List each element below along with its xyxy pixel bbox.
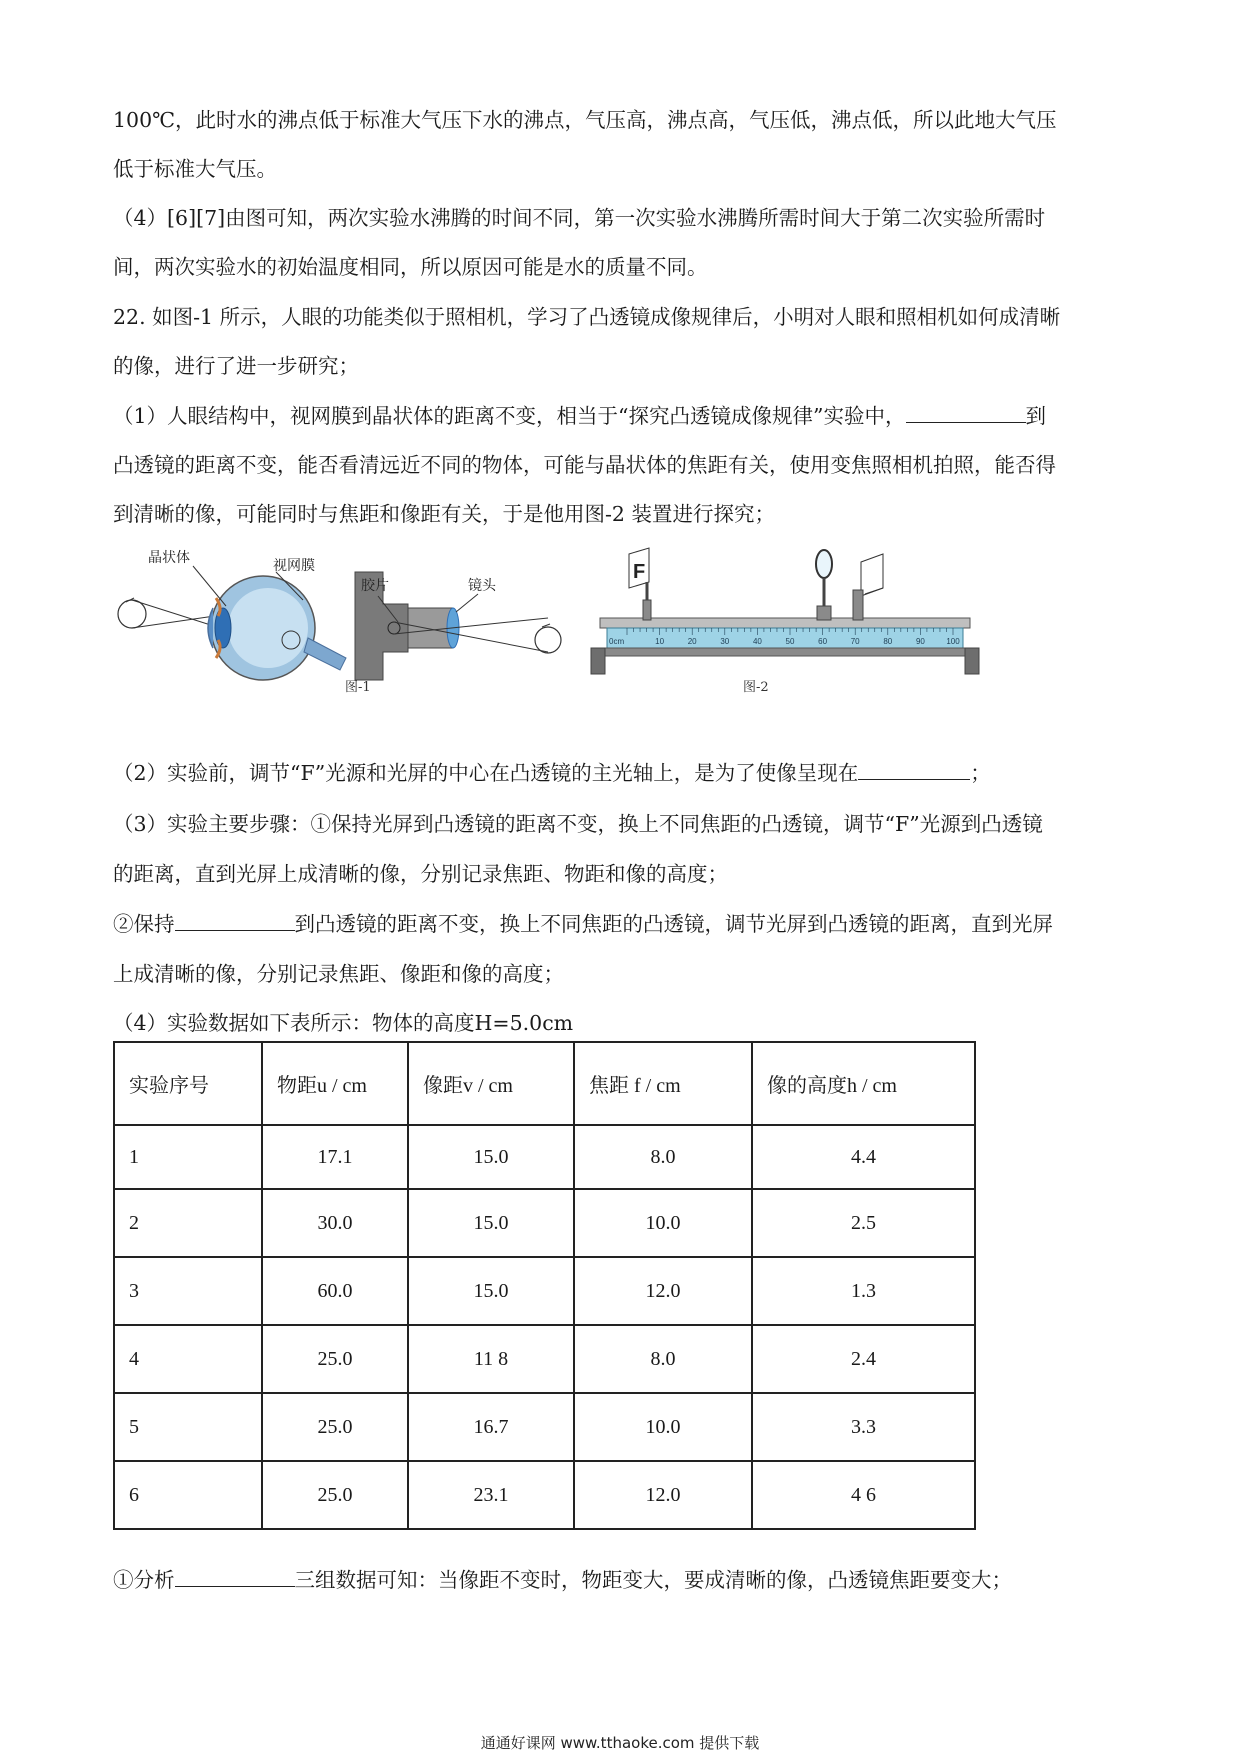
ruler-tick-label: 40	[752, 637, 762, 646]
source-holder	[643, 600, 651, 620]
ruler-unit-label: 0cm	[609, 637, 625, 646]
eye-camera-figure	[108, 548, 578, 688]
ruler-tick-label: 100	[946, 637, 960, 646]
table-row	[114, 1189, 975, 1257]
answer-blank-4[interactable]	[175, 1566, 295, 1587]
table-cell: 60.0	[262, 1257, 408, 1325]
text-line: 100℃，此时水的沸点低于标准大气压下水的沸点，气压高，沸点高，气压低，沸点低，所以此地大气压	[113, 108, 1057, 132]
text-segment: 到凸透镜的距离不变，换上不同焦距的凸透镜，调节光屏到凸透镜的距离，直到光屏	[294, 912, 1053, 936]
table-cell: 10.0	[574, 1393, 752, 1461]
optic-nerve	[304, 638, 346, 670]
table-cell: 8.0	[574, 1325, 752, 1393]
text-line-with-blank	[113, 1566, 1012, 1594]
table-cell: 12.0	[574, 1257, 752, 1325]
answer-blank-3[interactable]	[175, 910, 295, 931]
convex-lens	[816, 550, 832, 578]
lens-holder	[817, 606, 831, 620]
text-line: （4）实验数据如下表所示：物体的高度H=5.0cm	[113, 1011, 574, 1035]
text-segment: （1）人眼结构中，视网膜到晶状体的距离不变，相当于“探究凸透镜成像规律”实验中，	[113, 404, 906, 428]
ruler-tick-label: 60	[818, 637, 828, 646]
text-line-with-blank	[113, 402, 1046, 430]
header-cell: 焦距 f / cm	[574, 1042, 752, 1125]
bench-base	[600, 648, 970, 656]
figure-1-caption: 图-1	[345, 680, 371, 695]
table-row	[114, 1125, 975, 1189]
text-segment: ①分析	[113, 1568, 175, 1592]
header-cell: 像的高度h / cm	[752, 1042, 975, 1125]
table-row	[114, 1461, 975, 1529]
table-cell: 4 6	[752, 1461, 975, 1529]
table-cell: 16.7	[408, 1393, 574, 1461]
table-cell: 11 8	[408, 1325, 574, 1393]
text-segment: 到	[1025, 404, 1047, 428]
table-cell: 17.1	[262, 1125, 408, 1189]
object-ball-right	[535, 627, 561, 653]
table-cell: 1	[114, 1125, 262, 1189]
label-lens-body: 晶状体	[148, 551, 190, 566]
table-cell: 2	[114, 1189, 262, 1257]
cornea	[208, 608, 213, 648]
table-body	[114, 1042, 975, 1529]
answer-blank-2[interactable]	[858, 759, 970, 780]
table-cell: 10.0	[574, 1189, 752, 1257]
f-letter: F	[633, 561, 646, 583]
table-cell: 25.0	[262, 1393, 408, 1461]
text-line-with-blank	[113, 759, 991, 787]
object-ball-left	[118, 600, 146, 628]
table-cell: 25.0	[262, 1325, 408, 1393]
header-cell: 像距v / cm	[408, 1042, 574, 1125]
table-cell: 5	[114, 1393, 262, 1461]
label-retina: 视网膜	[273, 559, 315, 574]
table-row	[114, 1325, 975, 1393]
ruler-tick-label: 50	[785, 637, 795, 646]
text-segment: ②保持	[113, 912, 175, 936]
table-row	[114, 1257, 975, 1325]
text-line: 上成清晰的像，分别记录焦距、像距和像的高度；	[113, 962, 564, 986]
bench-top-rail	[600, 618, 970, 628]
leader-line	[456, 594, 478, 612]
table-cell: 15.0	[408, 1125, 574, 1189]
ruler-tick-label: 10	[655, 637, 665, 646]
text-segment: 三组数据可知：当像距不变时，物距变大，要成清晰的像，凸透镜焦距要变大；	[294, 1568, 1012, 1592]
text-line: 到清晰的像，可能同时与焦距和像距有关，于是他用图-2 装置进行探究；	[113, 502, 775, 526]
ruler-tick-label: 90	[915, 637, 925, 646]
table-cell: 3.3	[752, 1393, 975, 1461]
text-segment: ；	[970, 761, 991, 785]
text-line-with-blank	[113, 910, 1053, 938]
table-cell: 6	[114, 1461, 262, 1529]
table-cell: 2.5	[752, 1189, 975, 1257]
label-film: 胶片	[361, 579, 389, 594]
text-segment: （2）实验前，调节“F”光源和光屏的中心在凸透镜的主光轴上，是为了使像呈现在	[113, 761, 859, 785]
table-row	[114, 1393, 975, 1461]
table-cell: 8.0	[574, 1125, 752, 1189]
table-cell: 25.0	[262, 1461, 408, 1529]
text-line: （4）[6][7]由图可知，两次实验水沸腾的时间不同，第一次实验水沸腾所需时间大于第二次实验所需时	[113, 206, 1046, 230]
answer-blank-1[interactable]	[906, 402, 1026, 423]
text-line: 的像，进行了进一步研究；	[113, 354, 359, 378]
table-cell: 4	[114, 1325, 262, 1393]
table-cell: 1.3	[752, 1257, 975, 1325]
text-line: 凸透镜的距离不变，能否看清远近不同的物体，可能与晶状体的焦距有关，使用变焦照相机拍照，能否得	[113, 453, 1056, 477]
bench-leg-left	[591, 648, 605, 674]
table-cell: 30.0	[262, 1189, 408, 1257]
text-line: 低于标准大气压。	[113, 157, 277, 181]
ruler-tick-label: 20	[687, 637, 697, 646]
optical-bench-figure	[585, 540, 985, 680]
table-cell: 23.1	[408, 1461, 574, 1529]
text-line: 间，两次实验水的初始温度相同，所以原因可能是水的质量不同。	[113, 255, 708, 279]
table-cell: 15.0	[408, 1189, 574, 1257]
bench-leg-right	[965, 648, 979, 674]
table-header-row	[114, 1042, 975, 1125]
experiment-data-table	[113, 1041, 976, 1530]
ruler-tick-label: 30	[720, 637, 730, 646]
text-line: 的距离，直到光屏上成清晰的像，分别记录焦距、物距和像的高度；	[113, 862, 728, 886]
header-cell: 实验序号	[114, 1042, 262, 1125]
table-cell: 3	[114, 1257, 262, 1325]
ruler-tick-label: 80	[883, 637, 893, 646]
question-22-title: 22. 如图-1 所示，人眼的功能类似于照相机，学习了凸透镜成像规律后，小明对人眼和照相机如何成清晰	[113, 305, 1061, 329]
figure-2-caption: 图-2	[743, 680, 769, 695]
table-cell: 2.4	[752, 1325, 975, 1393]
table-cell: 15.0	[408, 1257, 574, 1325]
ruler-tick-label: 70	[850, 637, 860, 646]
leader-line	[193, 566, 226, 606]
vitreous	[228, 588, 308, 668]
text-line: （3）实验主要步骤：①保持光屏到凸透镜的距离不变，换上不同焦距的凸透镜，调节“F”光源到凸透镜	[113, 812, 1043, 836]
light-screen	[861, 554, 883, 596]
table-cell: 4.4	[752, 1125, 975, 1189]
header-cell: 物距u / cm	[262, 1042, 408, 1125]
label-lens-head: 镜头	[468, 579, 496, 594]
page-footer: 通通好课网 www.tthaoke.com 提供下载	[480, 1734, 760, 1752]
screen-holder	[853, 590, 863, 620]
table-cell: 12.0	[574, 1461, 752, 1529]
